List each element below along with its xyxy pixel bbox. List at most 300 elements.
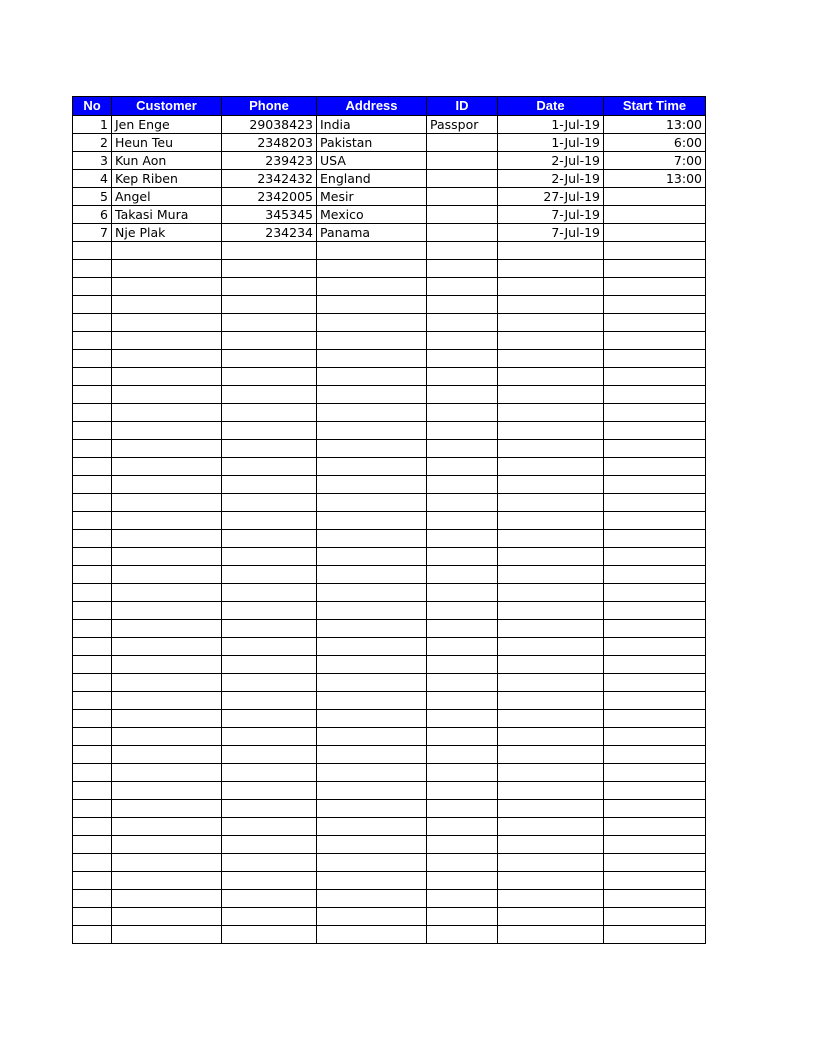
empty-cell[interactable] bbox=[112, 314, 222, 332]
cell-date[interactable]: 1-Jul-19 bbox=[498, 116, 604, 134]
empty-cell[interactable] bbox=[222, 584, 317, 602]
empty-cell[interactable] bbox=[317, 368, 427, 386]
empty-cell[interactable] bbox=[112, 872, 222, 890]
cell-address[interactable]: Panama bbox=[317, 224, 427, 242]
header-customer[interactable]: Customer bbox=[112, 97, 222, 116]
empty-cell[interactable] bbox=[498, 782, 604, 800]
empty-cell[interactable] bbox=[317, 836, 427, 854]
empty-cell[interactable] bbox=[222, 260, 317, 278]
cell-start-time[interactable]: 13:00 bbox=[604, 170, 706, 188]
empty-cell[interactable] bbox=[222, 350, 317, 368]
empty-cell[interactable] bbox=[222, 836, 317, 854]
empty-cell[interactable] bbox=[222, 440, 317, 458]
cell-address[interactable]: USA bbox=[317, 152, 427, 170]
empty-cell[interactable] bbox=[112, 836, 222, 854]
empty-cell[interactable] bbox=[112, 890, 222, 908]
empty-cell[interactable] bbox=[112, 710, 222, 728]
empty-cell[interactable] bbox=[112, 854, 222, 872]
cell-customer[interactable]: Angel bbox=[112, 188, 222, 206]
empty-cell[interactable] bbox=[498, 926, 604, 944]
empty-cell[interactable] bbox=[73, 908, 112, 926]
header-phone[interactable]: Phone bbox=[222, 97, 317, 116]
empty-cell[interactable] bbox=[317, 692, 427, 710]
empty-cell[interactable] bbox=[604, 350, 706, 368]
header-no[interactable]: No bbox=[73, 97, 112, 116]
empty-cell[interactable] bbox=[73, 350, 112, 368]
cell-date[interactable]: 2-Jul-19 bbox=[498, 170, 604, 188]
empty-cell[interactable] bbox=[222, 692, 317, 710]
empty-cell[interactable] bbox=[604, 854, 706, 872]
empty-cell[interactable] bbox=[222, 602, 317, 620]
cell-no[interactable]: 1 bbox=[73, 116, 112, 134]
cell-customer[interactable]: Kun Aon bbox=[112, 152, 222, 170]
empty-cell[interactable] bbox=[317, 494, 427, 512]
empty-cell[interactable] bbox=[427, 494, 498, 512]
empty-cell[interactable] bbox=[604, 494, 706, 512]
cell-no[interactable]: 3 bbox=[73, 152, 112, 170]
cell-start-time[interactable]: 6:00 bbox=[604, 134, 706, 152]
empty-cell[interactable] bbox=[222, 404, 317, 422]
empty-cell[interactable] bbox=[112, 584, 222, 602]
cell-start-time[interactable]: 7:00 bbox=[604, 152, 706, 170]
empty-cell[interactable] bbox=[112, 332, 222, 350]
empty-cell[interactable] bbox=[427, 656, 498, 674]
empty-cell[interactable] bbox=[498, 602, 604, 620]
empty-cell[interactable] bbox=[222, 890, 317, 908]
cell-no[interactable]: 6 bbox=[73, 206, 112, 224]
header-id[interactable]: ID bbox=[427, 97, 498, 116]
empty-cell[interactable] bbox=[604, 260, 706, 278]
empty-cell[interactable] bbox=[604, 458, 706, 476]
empty-cell[interactable] bbox=[73, 422, 112, 440]
empty-cell[interactable] bbox=[73, 440, 112, 458]
empty-cell[interactable] bbox=[427, 548, 498, 566]
empty-cell[interactable] bbox=[604, 908, 706, 926]
empty-cell[interactable] bbox=[73, 584, 112, 602]
empty-cell[interactable] bbox=[604, 602, 706, 620]
empty-cell[interactable] bbox=[427, 512, 498, 530]
empty-cell[interactable] bbox=[604, 548, 706, 566]
empty-cell[interactable] bbox=[604, 818, 706, 836]
empty-cell[interactable] bbox=[604, 422, 706, 440]
empty-cell[interactable] bbox=[604, 368, 706, 386]
empty-cell[interactable] bbox=[604, 656, 706, 674]
empty-cell[interactable] bbox=[498, 314, 604, 332]
cell-address[interactable]: Mexico bbox=[317, 206, 427, 224]
empty-cell[interactable] bbox=[498, 548, 604, 566]
cell-no[interactable]: 2 bbox=[73, 134, 112, 152]
empty-cell[interactable] bbox=[498, 854, 604, 872]
empty-cell[interactable] bbox=[222, 332, 317, 350]
empty-cell[interactable] bbox=[317, 602, 427, 620]
cell-id[interactable] bbox=[427, 206, 498, 224]
empty-cell[interactable] bbox=[604, 512, 706, 530]
empty-cell[interactable] bbox=[604, 278, 706, 296]
empty-cell[interactable] bbox=[112, 458, 222, 476]
empty-cell[interactable] bbox=[73, 296, 112, 314]
cell-date[interactable]: 7-Jul-19 bbox=[498, 224, 604, 242]
empty-cell[interactable] bbox=[604, 710, 706, 728]
empty-cell[interactable] bbox=[498, 620, 604, 638]
cell-id[interactable] bbox=[427, 170, 498, 188]
empty-cell[interactable] bbox=[604, 332, 706, 350]
empty-cell[interactable] bbox=[317, 638, 427, 656]
empty-cell[interactable] bbox=[427, 242, 498, 260]
empty-cell[interactable] bbox=[317, 512, 427, 530]
empty-cell[interactable] bbox=[73, 890, 112, 908]
empty-cell[interactable] bbox=[73, 872, 112, 890]
empty-cell[interactable] bbox=[222, 278, 317, 296]
empty-cell[interactable] bbox=[317, 566, 427, 584]
empty-cell[interactable] bbox=[427, 602, 498, 620]
empty-cell[interactable] bbox=[604, 692, 706, 710]
empty-cell[interactable] bbox=[222, 422, 317, 440]
empty-cell[interactable] bbox=[427, 314, 498, 332]
empty-cell[interactable] bbox=[317, 458, 427, 476]
empty-cell[interactable] bbox=[112, 692, 222, 710]
empty-cell[interactable] bbox=[222, 710, 317, 728]
empty-cell[interactable] bbox=[604, 728, 706, 746]
empty-cell[interactable] bbox=[73, 404, 112, 422]
empty-cell[interactable] bbox=[73, 746, 112, 764]
empty-cell[interactable] bbox=[112, 494, 222, 512]
cell-id[interactable] bbox=[427, 134, 498, 152]
empty-cell[interactable] bbox=[604, 764, 706, 782]
empty-cell[interactable] bbox=[604, 890, 706, 908]
empty-cell[interactable] bbox=[317, 296, 427, 314]
empty-cell[interactable] bbox=[112, 512, 222, 530]
empty-cell[interactable] bbox=[427, 332, 498, 350]
cell-no[interactable]: 7 bbox=[73, 224, 112, 242]
empty-cell[interactable] bbox=[604, 638, 706, 656]
empty-cell[interactable] bbox=[317, 314, 427, 332]
empty-cell[interactable] bbox=[427, 440, 498, 458]
empty-cell[interactable] bbox=[498, 368, 604, 386]
empty-cell[interactable] bbox=[73, 728, 112, 746]
empty-cell[interactable] bbox=[498, 764, 604, 782]
empty-cell[interactable] bbox=[427, 404, 498, 422]
empty-cell[interactable] bbox=[73, 476, 112, 494]
empty-cell[interactable] bbox=[604, 476, 706, 494]
empty-cell[interactable] bbox=[427, 566, 498, 584]
empty-cell[interactable] bbox=[498, 296, 604, 314]
empty-cell[interactable] bbox=[222, 656, 317, 674]
empty-cell[interactable] bbox=[498, 890, 604, 908]
empty-cell[interactable] bbox=[222, 458, 317, 476]
empty-cell[interactable] bbox=[112, 260, 222, 278]
empty-cell[interactable] bbox=[427, 854, 498, 872]
empty-cell[interactable] bbox=[498, 422, 604, 440]
empty-cell[interactable] bbox=[112, 746, 222, 764]
empty-cell[interactable] bbox=[317, 404, 427, 422]
empty-cell[interactable] bbox=[73, 674, 112, 692]
empty-cell[interactable] bbox=[427, 458, 498, 476]
empty-cell[interactable] bbox=[427, 710, 498, 728]
empty-cell[interactable] bbox=[73, 818, 112, 836]
empty-cell[interactable] bbox=[222, 818, 317, 836]
cell-customer[interactable]: Nje Plak bbox=[112, 224, 222, 242]
empty-cell[interactable] bbox=[317, 386, 427, 404]
empty-cell[interactable] bbox=[222, 746, 317, 764]
empty-cell[interactable] bbox=[498, 728, 604, 746]
cell-start-time[interactable]: 13:00 bbox=[604, 116, 706, 134]
empty-cell[interactable] bbox=[112, 548, 222, 566]
empty-cell[interactable] bbox=[73, 260, 112, 278]
empty-cell[interactable] bbox=[73, 800, 112, 818]
empty-cell[interactable] bbox=[427, 530, 498, 548]
empty-cell[interactable] bbox=[604, 782, 706, 800]
empty-cell[interactable] bbox=[73, 836, 112, 854]
empty-cell[interactable] bbox=[498, 476, 604, 494]
empty-cell[interactable] bbox=[112, 566, 222, 584]
empty-cell[interactable] bbox=[317, 728, 427, 746]
cell-id[interactable] bbox=[427, 224, 498, 242]
empty-cell[interactable] bbox=[498, 530, 604, 548]
empty-cell[interactable] bbox=[498, 278, 604, 296]
empty-cell[interactable] bbox=[498, 908, 604, 926]
empty-cell[interactable] bbox=[222, 674, 317, 692]
empty-cell[interactable] bbox=[498, 710, 604, 728]
empty-cell[interactable] bbox=[427, 260, 498, 278]
empty-cell[interactable] bbox=[73, 530, 112, 548]
empty-cell[interactable] bbox=[222, 872, 317, 890]
cell-phone[interactable]: 29038423 bbox=[222, 116, 317, 134]
empty-cell[interactable] bbox=[112, 764, 222, 782]
empty-cell[interactable] bbox=[317, 278, 427, 296]
empty-cell[interactable] bbox=[317, 674, 427, 692]
empty-cell[interactable] bbox=[317, 332, 427, 350]
empty-cell[interactable] bbox=[317, 440, 427, 458]
cell-id[interactable] bbox=[427, 188, 498, 206]
empty-cell[interactable] bbox=[73, 368, 112, 386]
cell-date[interactable]: 7-Jul-19 bbox=[498, 206, 604, 224]
empty-cell[interactable] bbox=[112, 638, 222, 656]
empty-cell[interactable] bbox=[222, 854, 317, 872]
empty-cell[interactable] bbox=[498, 260, 604, 278]
cell-phone[interactable]: 2342005 bbox=[222, 188, 317, 206]
empty-cell[interactable] bbox=[112, 530, 222, 548]
cell-date[interactable]: 27-Jul-19 bbox=[498, 188, 604, 206]
empty-cell[interactable] bbox=[317, 818, 427, 836]
empty-cell[interactable] bbox=[317, 710, 427, 728]
empty-cell[interactable] bbox=[317, 926, 427, 944]
empty-cell[interactable] bbox=[73, 278, 112, 296]
empty-cell[interactable] bbox=[498, 440, 604, 458]
empty-cell[interactable] bbox=[498, 836, 604, 854]
empty-cell[interactable] bbox=[112, 656, 222, 674]
cell-start-time[interactable] bbox=[604, 206, 706, 224]
empty-cell[interactable] bbox=[222, 638, 317, 656]
cell-phone[interactable]: 345345 bbox=[222, 206, 317, 224]
empty-cell[interactable] bbox=[112, 386, 222, 404]
empty-cell[interactable] bbox=[427, 818, 498, 836]
empty-cell[interactable] bbox=[604, 872, 706, 890]
empty-cell[interactable] bbox=[112, 404, 222, 422]
empty-cell[interactable] bbox=[222, 242, 317, 260]
empty-cell[interactable] bbox=[112, 926, 222, 944]
empty-cell[interactable] bbox=[112, 674, 222, 692]
empty-cell[interactable] bbox=[112, 278, 222, 296]
empty-cell[interactable] bbox=[112, 908, 222, 926]
empty-cell[interactable] bbox=[498, 674, 604, 692]
empty-cell[interactable] bbox=[604, 386, 706, 404]
empty-cell[interactable] bbox=[427, 476, 498, 494]
empty-cell[interactable] bbox=[222, 782, 317, 800]
empty-cell[interactable] bbox=[498, 458, 604, 476]
empty-cell[interactable] bbox=[317, 548, 427, 566]
empty-cell[interactable] bbox=[317, 242, 427, 260]
empty-cell[interactable] bbox=[498, 584, 604, 602]
empty-cell[interactable] bbox=[498, 746, 604, 764]
empty-cell[interactable] bbox=[112, 350, 222, 368]
empty-cell[interactable] bbox=[427, 278, 498, 296]
empty-cell[interactable] bbox=[604, 584, 706, 602]
cell-phone[interactable]: 2342432 bbox=[222, 170, 317, 188]
empty-cell[interactable] bbox=[427, 746, 498, 764]
empty-cell[interactable] bbox=[317, 476, 427, 494]
cell-no[interactable]: 5 bbox=[73, 188, 112, 206]
empty-cell[interactable] bbox=[427, 764, 498, 782]
empty-cell[interactable] bbox=[498, 350, 604, 368]
empty-cell[interactable] bbox=[604, 296, 706, 314]
empty-cell[interactable] bbox=[112, 296, 222, 314]
empty-cell[interactable] bbox=[427, 800, 498, 818]
empty-cell[interactable] bbox=[498, 566, 604, 584]
empty-cell[interactable] bbox=[222, 314, 317, 332]
empty-cell[interactable] bbox=[73, 512, 112, 530]
cell-date[interactable]: 2-Jul-19 bbox=[498, 152, 604, 170]
cell-phone[interactable]: 2348203 bbox=[222, 134, 317, 152]
empty-cell[interactable] bbox=[427, 728, 498, 746]
empty-cell[interactable] bbox=[73, 638, 112, 656]
empty-cell[interactable] bbox=[604, 800, 706, 818]
cell-phone[interactable]: 239423 bbox=[222, 152, 317, 170]
header-date[interactable]: Date bbox=[498, 97, 604, 116]
empty-cell[interactable] bbox=[498, 638, 604, 656]
header-address[interactable]: Address bbox=[317, 97, 427, 116]
empty-cell[interactable] bbox=[222, 728, 317, 746]
empty-cell[interactable] bbox=[317, 656, 427, 674]
cell-address[interactable]: India bbox=[317, 116, 427, 134]
empty-cell[interactable] bbox=[222, 512, 317, 530]
cell-no[interactable]: 4 bbox=[73, 170, 112, 188]
empty-cell[interactable] bbox=[427, 890, 498, 908]
empty-cell[interactable] bbox=[427, 674, 498, 692]
empty-cell[interactable] bbox=[498, 512, 604, 530]
cell-customer[interactable]: Kep Riben bbox=[112, 170, 222, 188]
empty-cell[interactable] bbox=[498, 818, 604, 836]
empty-cell[interactable] bbox=[73, 458, 112, 476]
empty-cell[interactable] bbox=[73, 620, 112, 638]
empty-cell[interactable] bbox=[222, 476, 317, 494]
cell-id[interactable] bbox=[427, 152, 498, 170]
empty-cell[interactable] bbox=[222, 368, 317, 386]
empty-cell[interactable] bbox=[427, 692, 498, 710]
empty-cell[interactable] bbox=[604, 926, 706, 944]
empty-cell[interactable] bbox=[604, 404, 706, 422]
empty-cell[interactable] bbox=[317, 530, 427, 548]
empty-cell[interactable] bbox=[112, 782, 222, 800]
cell-address[interactable]: Pakistan bbox=[317, 134, 427, 152]
empty-cell[interactable] bbox=[317, 260, 427, 278]
empty-cell[interactable] bbox=[222, 764, 317, 782]
empty-cell[interactable] bbox=[222, 926, 317, 944]
cell-customer[interactable]: Heun Teu bbox=[112, 134, 222, 152]
empty-cell[interactable] bbox=[222, 494, 317, 512]
empty-cell[interactable] bbox=[498, 404, 604, 422]
cell-phone[interactable]: 234234 bbox=[222, 224, 317, 242]
empty-cell[interactable] bbox=[604, 674, 706, 692]
empty-cell[interactable] bbox=[222, 296, 317, 314]
empty-cell[interactable] bbox=[73, 242, 112, 260]
cell-customer[interactable]: Takasi Mura bbox=[112, 206, 222, 224]
empty-cell[interactable] bbox=[112, 440, 222, 458]
empty-cell[interactable] bbox=[427, 368, 498, 386]
empty-cell[interactable] bbox=[498, 800, 604, 818]
empty-cell[interactable] bbox=[112, 602, 222, 620]
empty-cell[interactable] bbox=[222, 548, 317, 566]
empty-cell[interactable] bbox=[317, 854, 427, 872]
empty-cell[interactable] bbox=[427, 296, 498, 314]
empty-cell[interactable] bbox=[73, 782, 112, 800]
empty-cell[interactable] bbox=[73, 764, 112, 782]
empty-cell[interactable] bbox=[427, 386, 498, 404]
cell-start-time[interactable] bbox=[604, 188, 706, 206]
cell-id[interactable]: Passpor bbox=[427, 116, 498, 134]
empty-cell[interactable] bbox=[112, 818, 222, 836]
empty-cell[interactable] bbox=[112, 422, 222, 440]
empty-cell[interactable] bbox=[498, 242, 604, 260]
empty-cell[interactable] bbox=[427, 782, 498, 800]
empty-cell[interactable] bbox=[73, 656, 112, 674]
header-start-time[interactable]: Start Time bbox=[604, 97, 706, 116]
empty-cell[interactable] bbox=[427, 926, 498, 944]
empty-cell[interactable] bbox=[427, 908, 498, 926]
empty-cell[interactable] bbox=[112, 620, 222, 638]
empty-cell[interactable] bbox=[73, 332, 112, 350]
cell-date[interactable]: 1-Jul-19 bbox=[498, 134, 604, 152]
empty-cell[interactable] bbox=[498, 872, 604, 890]
empty-cell[interactable] bbox=[222, 530, 317, 548]
empty-cell[interactable] bbox=[317, 872, 427, 890]
empty-cell[interactable] bbox=[222, 620, 317, 638]
empty-cell[interactable] bbox=[498, 332, 604, 350]
empty-cell[interactable] bbox=[73, 386, 112, 404]
empty-cell[interactable] bbox=[222, 908, 317, 926]
empty-cell[interactable] bbox=[317, 584, 427, 602]
empty-cell[interactable] bbox=[498, 386, 604, 404]
empty-cell[interactable] bbox=[317, 620, 427, 638]
empty-cell[interactable] bbox=[427, 638, 498, 656]
empty-cell[interactable] bbox=[498, 656, 604, 674]
empty-cell[interactable] bbox=[317, 908, 427, 926]
empty-cell[interactable] bbox=[73, 566, 112, 584]
empty-cell[interactable] bbox=[317, 350, 427, 368]
empty-cell[interactable] bbox=[604, 530, 706, 548]
empty-cell[interactable] bbox=[498, 692, 604, 710]
empty-cell[interactable] bbox=[73, 854, 112, 872]
empty-cell[interactable] bbox=[604, 242, 706, 260]
empty-cell[interactable] bbox=[427, 584, 498, 602]
empty-cell[interactable] bbox=[73, 710, 112, 728]
empty-cell[interactable] bbox=[317, 782, 427, 800]
empty-cell[interactable] bbox=[604, 440, 706, 458]
empty-cell[interactable] bbox=[112, 476, 222, 494]
empty-cell[interactable] bbox=[222, 800, 317, 818]
empty-cell[interactable] bbox=[222, 566, 317, 584]
empty-cell[interactable] bbox=[604, 566, 706, 584]
empty-cell[interactable] bbox=[427, 620, 498, 638]
